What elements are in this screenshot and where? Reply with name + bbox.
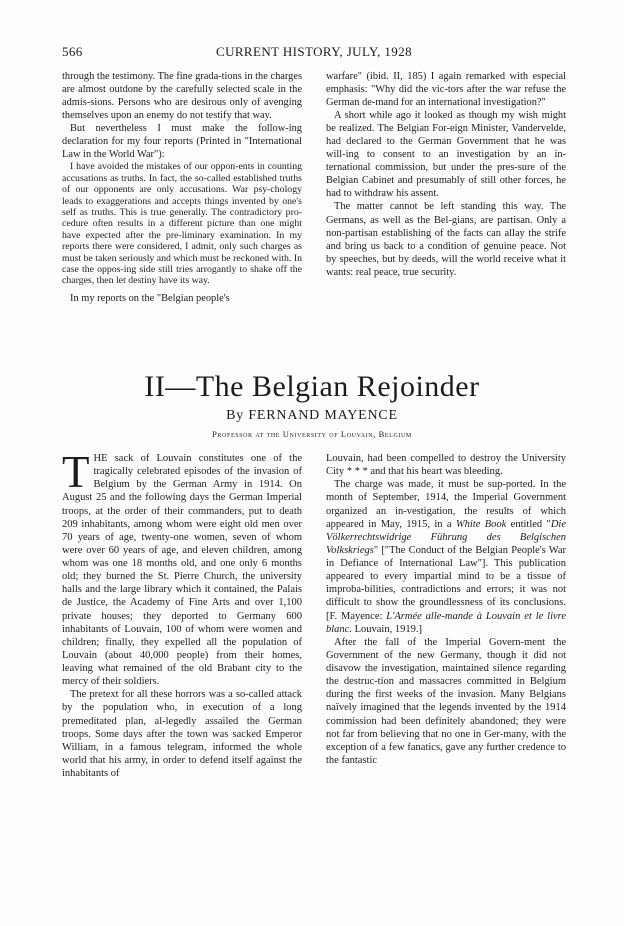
paragraph: The pretext for all these horrors was a so-called attack by the population who, in execution of a long premeditated plan, al-legedly assailed the German troops. Some days after the town was sacked Emperor William, in a famous telegram, informed the whole world that his army, in order to defend itself against the inhabitants of [62, 689, 302, 779]
paragraph [62, 447, 302, 688]
paragraph: After the fall of the Imperial Govern-ment the Government of the new Germany, though it did not disavow the investigation, maintained silence regarding the destruc-tion and massacres committed in Belgium during the first weeks of the invasion. Many Belgians naïvely imagined that the legends invented by the 1914 commission had been definitely abandoned; they were not far from believing that no one in Ger-many, with the exception of a few fanatics, gave any further credence to the fantastic [326, 636, 566, 766]
paragraph: warfare" (ibid. II, 185) I again remarked with especial emphasis: "Why did the vic-tors after the war refuse the German de-mand for an international investigation?" [326, 71, 566, 109]
paragraph [326, 478, 566, 636]
article-title: II—The Belgian Rejoinder [144, 370, 480, 403]
continuation-left-column [62, 70, 302, 305]
article-right-column [326, 452, 566, 767]
italic-title: Die Völkerrechtswidrige Führung des Belgischen Volkskriegs [326, 518, 566, 556]
italic-title: L'Armée alle-mande à Louvain et le livre blanc. [326, 610, 567, 635]
article-left-column [62, 447, 302, 780]
page-number: 566 [62, 44, 83, 59]
paragraph: In my reports on the "Belgian people's [70, 292, 230, 304]
running-title: CURRENT HISTORY, JULY, 1928 [216, 44, 412, 59]
author-affiliation: Professor at the University of Louvain, Belgium [212, 429, 412, 439]
paragraph-text: HE sack of Louvain constitutes one of the tragically celebrated episodes of the invasion of Belgium by the German Army in 1914. On August 25 and the following days the German Imperial troops, at the order of their commanders, put to death 209 inhabitants, among whom were eight old men over 70 years of age, twenty-one women, seven of whom were over 60 years of age, and eleven children, among whom was one 18 months old, and one only 6 months old; they burned the St. Pierre Church, the university halls and the large library which it contained, the Palais de Justice, the Academy of Fine Arts and over 1,100 private houses; they deported to Germany 600 inhabitants of Louvain, 100 of whom were women and children; finally, they expelled all the population of Louvain (about 40,000 people) from their homes, leaving what remained of the old Brabant city to the mercy of their soldiers. [62, 453, 302, 688]
continuation-right-column [326, 70, 566, 279]
running-header [62, 44, 566, 60]
paragraph: But nevertheless I must make the follow-ing declaration for my four reports (Printed in "International Law in the World War"): [62, 123, 302, 161]
paragraph: Louvain, had been compelled to destroy the University City * * * and that his heart was bleeding. [326, 453, 566, 478]
text-run: entitled " [506, 518, 551, 530]
paragraph: The matter cannot be left standing this way. The Germans, as well as the Bel-gians, are partisan. Only a non-partisan establishing of the facts can allay the strife and bring us back to a condition of genuine peace. Not by speeches, but by deeds, will the world receive what it wants: real peace, true security. [326, 201, 566, 278]
article-byline: By FERNAND MAYENCE [226, 408, 398, 423]
text-run: The charge was made, it must be sup-ported. In the month of September, 1914, the Imperial Government organized an in-vestigation, the results of which appeared in May, 1915, in a [326, 479, 566, 530]
text-run: Louvain, 1919.] [351, 623, 422, 635]
text-run: " ["The Conduct of the Belgian People's War in Defiance of International Law"]. This publication appeared to every impartial mind to be a tissue of improba-bilities, contradictions and errors; it was not difficult to show the groundlessness of its conclusions. [F. Mayence: [326, 544, 566, 622]
paragraph: A short while ago it looked as though my wish might be realized. The Belgian For-eign Minister, Vandervelde, had declared to the German Government that he was will-ing to consent to an investigation by an in-ternational commission, but under the pres-sure of the Belgian Cabinet and presumably of still other forces, he had to withdraw his assent. [326, 110, 566, 200]
italic-title: White Book [455, 518, 507, 530]
paragraph: through the testimony. The fine grada-tions in the charges are almost outdone by the carefully selected scale in the admis-sions. Persons who are desirous only of avenging themselves upon an enemy do not testify that way. [62, 71, 302, 122]
drop-cap: T [62, 447, 90, 497]
paragraph: I have avoided the mistakes of our oppon-ents in counting accusations as truths. In fact, the so-called established truths of our opponents are only accusations. War psy-chology leads to exaggerations and accepts things invented by one's self as truths. This is true generally. The contradictory pro-cedure often results in a different picture than one might have expected after the pre-liminary examination. In my reports there were considered, I admit, only such charges as must be taken seriously and which must be reckoned with. In case the oppos-ing side still tries arrogantly to shake off the charges, then let destiny have its way. [62, 161, 302, 287]
